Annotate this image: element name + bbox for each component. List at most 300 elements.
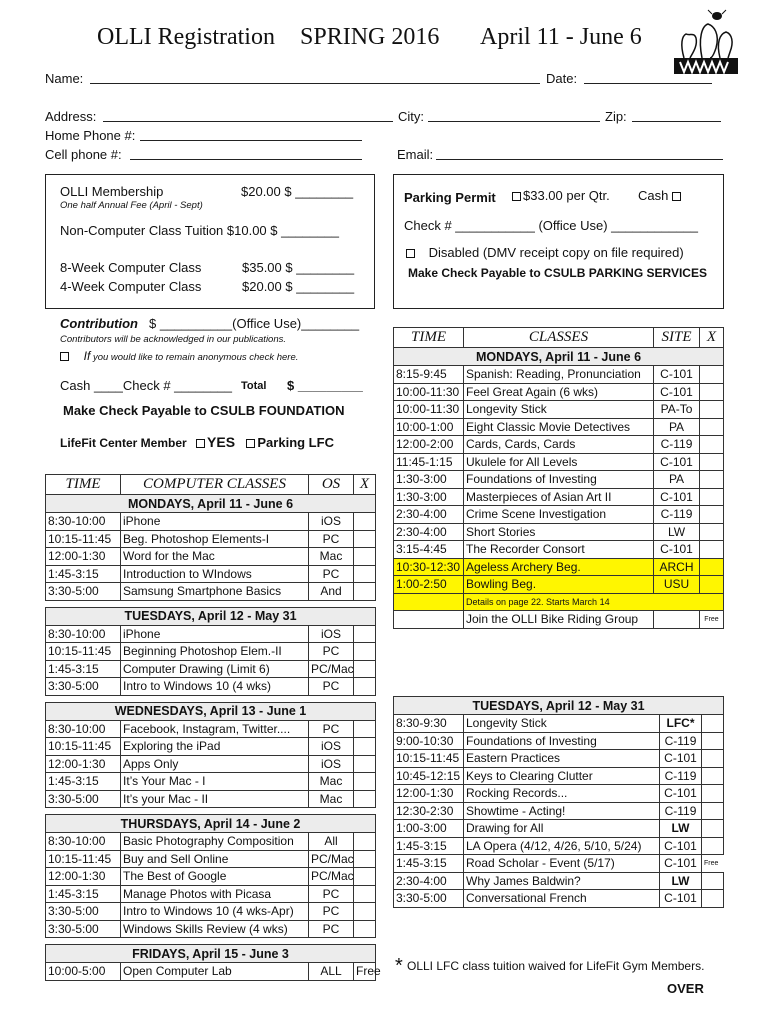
class-row (46, 833, 376, 851)
class-site: C-101 (654, 383, 700, 401)
class-name: iPhone (121, 625, 309, 643)
class-row (394, 820, 724, 838)
footnote-text: OLLI LFC class tuition waived for LifeFit Gym Members. (407, 959, 705, 973)
class-site: LFC* (660, 715, 702, 733)
select-box[interactable] (354, 903, 376, 921)
class-time: 3:30-5:00 (46, 678, 121, 696)
address-field[interactable] (103, 108, 393, 122)
day-header-row (46, 945, 376, 963)
class-time: 8:30-10:00 (46, 720, 121, 738)
class-site: C-101 (660, 855, 702, 873)
class-site: iOS (309, 738, 354, 756)
parking-payable: Make Check Payable to CSULB PARKING SERVICES (408, 266, 707, 280)
class-site: C-101 (660, 890, 702, 908)
select-box[interactable] (354, 790, 376, 808)
olli-membership-label: OLLI Membership (60, 184, 164, 199)
class-row (46, 738, 376, 756)
lifefit-row: LifeFit Center Member YES Parking LFC (60, 434, 334, 450)
class-row (46, 920, 376, 938)
class-row (394, 523, 724, 541)
total-field[interactable]: $ _________ (287, 378, 363, 393)
footnote-star: * (395, 955, 403, 977)
class-row (46, 565, 376, 583)
computer-classes-table (45, 474, 381, 981)
olli-membership-note: One half Annual Fee (April - Sept) (60, 200, 203, 211)
select-box[interactable] (702, 820, 724, 838)
cash-check-field[interactable]: Cash ____Check # ________ (60, 378, 233, 393)
class-time: 12:00-1:30 (46, 868, 121, 886)
day-header-row (46, 702, 376, 720)
day-title: FRIDAYS, April 15 - June 3 (46, 945, 376, 963)
class-time: 2:30-4:00 (394, 523, 464, 541)
class-row (46, 755, 376, 773)
class-site: C-101 (654, 488, 700, 506)
class-row (394, 750, 724, 768)
class-row (394, 732, 724, 750)
bike-blank (394, 611, 464, 629)
class-time: 9:00-10:30 (394, 732, 464, 750)
home-phone-field[interactable] (140, 127, 362, 141)
class-site: ARCH (654, 558, 700, 576)
class-site: C-101 (660, 785, 702, 803)
select-box[interactable] (700, 401, 724, 419)
class-row (46, 903, 376, 921)
city-label: City: (398, 109, 424, 124)
details-note-row (394, 593, 724, 611)
class-row (394, 855, 724, 873)
day-header-row (46, 495, 376, 513)
class-time: 12:00-1:30 (46, 755, 121, 773)
title-term: SPRING 2016 (300, 24, 440, 50)
class-time: 1:45-3:15 (394, 837, 464, 855)
class-site: PC (309, 903, 354, 921)
class-name: Ageless Archery Beg. (464, 558, 654, 576)
class-name: Eastern Practices (464, 750, 660, 768)
select-box[interactable] (354, 530, 376, 548)
class-site: C-119 (654, 436, 700, 454)
class-name: LA Opera (4/12, 4/26, 5/10, 5/24) (464, 837, 660, 855)
select-box[interactable] (702, 767, 724, 785)
select-box[interactable] (702, 837, 724, 855)
class-time: 8:30-10:00 (46, 513, 121, 531)
select-box[interactable] (354, 678, 376, 696)
name-field[interactable] (90, 70, 540, 84)
week4-price[interactable]: $20.00 $ ________ (242, 279, 355, 294)
select-box[interactable] (700, 453, 724, 471)
spacer (46, 808, 376, 815)
class-name: Beginning Photoshop Elem.-II (121, 643, 309, 661)
class-site: PC (309, 920, 354, 938)
email-field[interactable] (436, 146, 723, 160)
class-name: Eight Classic Movie Detectives (464, 418, 654, 436)
select-box[interactable] (354, 565, 376, 583)
class-row (394, 383, 724, 401)
class-row (46, 868, 376, 886)
header-row (394, 328, 724, 348)
class-row (394, 785, 724, 803)
class-site: LW (654, 523, 700, 541)
day-header-row (46, 607, 376, 625)
spacer-row (46, 695, 376, 702)
class-time: 10:45-12:15 (394, 767, 464, 785)
select-box[interactable] (354, 920, 376, 938)
class-row (46, 850, 376, 868)
class-time: 2:30-4:00 (394, 506, 464, 524)
class-time: 10:00-1:00 (394, 418, 464, 436)
parking-price-row: $33.00 per Qtr. (512, 188, 610, 203)
header-row (46, 475, 376, 495)
spacer-row (46, 808, 376, 815)
class-name: Apps Only (121, 755, 309, 773)
class-name: The Best of Google (121, 868, 309, 886)
class-site: PC (309, 678, 354, 696)
class-name: Conversational French (464, 890, 660, 908)
select-box[interactable] (702, 802, 724, 820)
class-site: Mac (309, 790, 354, 808)
class-row (46, 678, 376, 696)
tulip-icon (672, 8, 742, 76)
class-time: 12:00-2:00 (394, 436, 464, 454)
column-header: COMPUTER CLASSES (121, 475, 309, 495)
day-header-row (46, 815, 376, 833)
class-name: Short Stories (464, 523, 654, 541)
class-name: Windows Skills Review (4 wks) (121, 920, 309, 938)
class-row (46, 790, 376, 808)
class-name: iPhone (121, 513, 309, 531)
class-site: LW (660, 872, 702, 890)
note-blank (394, 593, 464, 611)
day-title: TUESDAYS, April 12 - May 31 (394, 697, 724, 715)
class-row (394, 471, 724, 489)
date-label: Date: (546, 71, 578, 86)
select-box[interactable] (354, 868, 376, 886)
day-title: MONDAYS, April 11 - June 6 (394, 348, 724, 366)
class-row (394, 436, 724, 454)
class-name: Why James Baldwin? (464, 872, 660, 890)
class-name: Showtime - Acting! (464, 802, 660, 820)
class-free: Free (704, 859, 719, 867)
class-site: Mac (309, 548, 354, 566)
class-row (394, 558, 724, 576)
class-name: Word for the Mac (121, 548, 309, 566)
class-time: 3:15-4:45 (394, 541, 464, 559)
select-box[interactable] (700, 523, 724, 541)
class-name: Beg. Photoshop Elements-I (121, 530, 309, 548)
class-name: Buy and Sell Online (121, 850, 309, 868)
select-box[interactable] (700, 366, 724, 384)
column-header: CLASSES (464, 328, 654, 348)
class-name: Open Computer Lab (121, 963, 309, 981)
class-site: PC (309, 885, 354, 903)
classes-table-tuesdays (393, 696, 724, 908)
class-time: 11:45-1:15 (394, 453, 464, 471)
class-site: USU (654, 576, 700, 594)
class-name: Introduction to WIndows (121, 565, 309, 583)
class-site: PC/Mac (309, 850, 354, 868)
class-name: Keys to Clearing Clutter (464, 767, 660, 785)
class-time: 1:45-3:15 (46, 885, 121, 903)
class-time: 3:30-5:00 (46, 920, 121, 938)
column-header: SITE (654, 328, 700, 348)
class-name: Longevity Stick (464, 401, 654, 419)
class-site: All (309, 833, 354, 851)
lifefit-yes-checkbox[interactable] (196, 439, 205, 448)
select-box[interactable] (700, 506, 724, 524)
select-box[interactable] (702, 715, 724, 733)
class-time: 10:30-12:30 (394, 558, 464, 576)
class-name: Rocking Records... (464, 785, 660, 803)
class-time: 1:30-3:00 (394, 471, 464, 489)
contribution-field[interactable]: $ __________(Office Use)________ (149, 316, 360, 331)
class-row (46, 643, 376, 661)
class-site: C-119 (660, 802, 702, 820)
class-time: 10:15-11:45 (46, 738, 121, 756)
class-time: 1:45-3:15 (394, 855, 464, 873)
class-time: 8:30-10:00 (46, 625, 121, 643)
day-title: MONDAYS, April 11 - June 6 (46, 495, 376, 513)
select-box[interactable] (354, 643, 376, 661)
week8-price[interactable]: $35.00 $ ________ (242, 260, 355, 275)
select-box[interactable] (354, 583, 376, 601)
class-row (46, 963, 376, 981)
class-site: PC (309, 720, 354, 738)
title-olli: OLLI Registration (97, 24, 275, 50)
class-time: 8:30-10:00 (46, 833, 121, 851)
class-row (46, 548, 376, 566)
select-box[interactable] (354, 548, 376, 566)
foundation-payable: Make Check Payable to CSULB FOUNDATION (63, 403, 345, 418)
day-header-row (394, 348, 724, 366)
date-field[interactable] (584, 70, 712, 84)
select-box[interactable] (354, 625, 376, 643)
day-title: TUESDAYS, April 12 - May 31 (46, 607, 376, 625)
select-box[interactable] (354, 850, 376, 868)
class-row (46, 773, 376, 791)
select-box[interactable] (354, 660, 376, 678)
class-row (394, 837, 724, 855)
class-site: C-119 (654, 506, 700, 524)
class-name: It’s your Mac - II (121, 790, 309, 808)
column-header: X (700, 328, 724, 348)
select-box[interactable] (354, 738, 376, 756)
class-site: ALL (309, 963, 354, 981)
city-field[interactable] (428, 108, 600, 122)
class-row (46, 583, 376, 601)
class-name: The Recorder Consort (464, 541, 654, 559)
column-header: TIME (394, 328, 464, 348)
column-header: OS (309, 475, 354, 495)
over-label: OVER (667, 981, 704, 996)
spacer-row (46, 938, 376, 945)
class-name: Drawing for All (464, 820, 660, 838)
home-phone-label: Home Phone #: (45, 128, 136, 143)
class-row (46, 513, 376, 531)
class-name: Exploring the iPad (121, 738, 309, 756)
class-time: 2:30-4:00 (394, 872, 464, 890)
select-box[interactable] (700, 558, 724, 576)
select-box[interactable] (700, 418, 724, 436)
class-name: Intro to Windows 10 (4 wks-Apr) (121, 903, 309, 921)
class-site: iOS (309, 625, 354, 643)
class-row (394, 890, 724, 908)
class-site: Mac (309, 773, 354, 791)
class-site: iOS (309, 513, 354, 531)
contributor-note: Contributors will be acknowledged in our publications. (60, 334, 287, 345)
class-name: Ukulele for All Levels (464, 453, 654, 471)
class-site: C-101 (654, 453, 700, 471)
class-site: PC/Mac (309, 660, 354, 678)
disabled-checkbox[interactable] (406, 249, 415, 258)
class-time: 10:15-11:45 (394, 750, 464, 768)
class-site: C-101 (660, 837, 702, 855)
select-box[interactable] (354, 513, 376, 531)
class-row (394, 715, 724, 733)
zip-label: Zip: (605, 109, 627, 124)
select-box[interactable] (700, 576, 724, 594)
parking-lfc-checkbox[interactable] (246, 439, 255, 448)
class-name: Bowling Beg. (464, 576, 654, 594)
class-time: 12:00-1:30 (46, 548, 121, 566)
bike-group: Join the OLLI Bike Riding Group (464, 611, 654, 629)
class-time: 8:15-9:45 (394, 366, 464, 384)
select-box[interactable] (354, 773, 376, 791)
select-box[interactable] (354, 885, 376, 903)
class-time: 10:00-11:30 (394, 383, 464, 401)
class-name: Samsung Smartphone Basics (121, 583, 309, 601)
class-time: 10:00-11:30 (394, 401, 464, 419)
class-site: And (309, 583, 354, 601)
class-site: PA-To (654, 401, 700, 419)
select-box[interactable] (702, 890, 724, 908)
title-dates: April 11 - June 6 (480, 24, 642, 50)
class-time: 10:00-5:00 (46, 963, 121, 981)
anonymous-checkbox[interactable] (60, 352, 69, 361)
class-name: Crime Scene Investigation (464, 506, 654, 524)
select-box[interactable] (700, 541, 724, 559)
bike-row (394, 611, 724, 629)
class-site: iOS (309, 755, 354, 773)
class-row (394, 506, 724, 524)
parking-cash-checkbox[interactable] (672, 192, 681, 201)
class-row (394, 401, 724, 419)
select-box[interactable] (702, 750, 724, 768)
class-time: 8:30-9:30 (394, 715, 464, 733)
class-time: 1:45-3:15 (46, 773, 121, 791)
class-site: C-101 (660, 750, 702, 768)
class-name: Foundations of Investing (464, 732, 660, 750)
bike-site (654, 611, 700, 629)
class-site: PC/Mac (309, 868, 354, 886)
select-box[interactable] (702, 785, 724, 803)
anonymous-row: If you would like to remain anonymous check here. (60, 349, 298, 363)
column-header: TIME (46, 475, 121, 495)
zip-field[interactable] (632, 108, 721, 122)
class-time: 1:45-3:15 (46, 565, 121, 583)
class-name: Road Scholar - Event (5/17) (464, 855, 660, 873)
class-row (394, 366, 724, 384)
class-name: Manage Photos with Picasa (121, 885, 309, 903)
select-box[interactable] (700, 436, 724, 454)
class-row (394, 453, 724, 471)
week4-label: 4-Week Computer Class (60, 279, 202, 294)
class-row (46, 660, 376, 678)
details-note: Details on page 22. Starts March 14 (464, 593, 724, 611)
disabled-row: Disabled (DMV receipt copy on file required) (406, 245, 684, 260)
class-time: 12:00-1:30 (394, 785, 464, 803)
class-site: PC (309, 530, 354, 548)
select-box[interactable] (354, 720, 376, 738)
class-row (394, 767, 724, 785)
class-row (46, 885, 376, 903)
class-time: 12:30-2:30 (394, 802, 464, 820)
cell-phone-field[interactable] (130, 146, 362, 160)
address-label: Address: (45, 109, 97, 124)
bike-free: Free (700, 611, 724, 629)
select-box[interactable] (700, 488, 724, 506)
class-time: 3:30-5:00 (394, 890, 464, 908)
column-header: X (354, 475, 376, 495)
class-time: 1:00-2:50 (394, 576, 464, 594)
class-site: LW (660, 820, 702, 838)
total-label: Total (241, 380, 267, 392)
class-row (46, 625, 376, 643)
spacer (46, 600, 376, 607)
spacer (46, 938, 376, 945)
class-site: PC (309, 565, 354, 583)
day-title: THURSDAYS, April 14 - June 2 (46, 815, 376, 833)
parking-permit-checkbox[interactable] (512, 192, 521, 201)
day-title: WEDNESDAYS, April 13 - June 1 (46, 702, 376, 720)
class-row (394, 418, 724, 436)
class-time: 1:30-3:00 (394, 488, 464, 506)
day-header-row (394, 697, 724, 715)
class-name: It’s Your Mac - I (121, 773, 309, 791)
class-site: PC (309, 643, 354, 661)
class-row (394, 872, 724, 890)
contribution-label: Contribution (60, 316, 138, 331)
class-site: C-119 (660, 767, 702, 785)
class-name: Longevity Stick (464, 715, 660, 733)
class-time: 10:15-11:45 (46, 530, 121, 548)
parking-cash-row: Cash (638, 188, 683, 203)
class-site: C-101 (654, 366, 700, 384)
select-box[interactable] (700, 471, 724, 489)
class-name: Feel Great Again (6 wks) (464, 383, 654, 401)
email-label: Email: (397, 147, 434, 162)
noncomputer-tuition[interactable]: Non-Computer Class Tuition $10.00 $ ________ (60, 223, 339, 238)
cell-phone-label: Cell phone #: (45, 147, 122, 162)
class-name: Intro to Windows 10 (4 wks) (121, 678, 309, 696)
class-row (46, 530, 376, 548)
class-time: 3:30-5:00 (46, 790, 121, 808)
spacer-row (46, 600, 376, 607)
olli-membership-price[interactable]: $20.00 $ ________ (241, 184, 354, 199)
class-row (46, 720, 376, 738)
class-name: Computer Drawing (Limit 6) (121, 660, 309, 678)
class-row (394, 802, 724, 820)
select-box[interactable] (354, 833, 376, 851)
class-row (394, 541, 724, 559)
class-time: 1:45-3:15 (46, 660, 121, 678)
class-site: C-119 (660, 732, 702, 750)
class-time: 3:30-5:00 (46, 903, 121, 921)
select-box[interactable] (702, 732, 724, 750)
parking-check-field[interactable]: Check # ___________ (Office Use) ____________ (404, 218, 698, 233)
select-box[interactable] (354, 755, 376, 773)
select-box[interactable] (702, 872, 724, 890)
select-box[interactable] (700, 383, 724, 401)
class-site: PA (654, 471, 700, 489)
